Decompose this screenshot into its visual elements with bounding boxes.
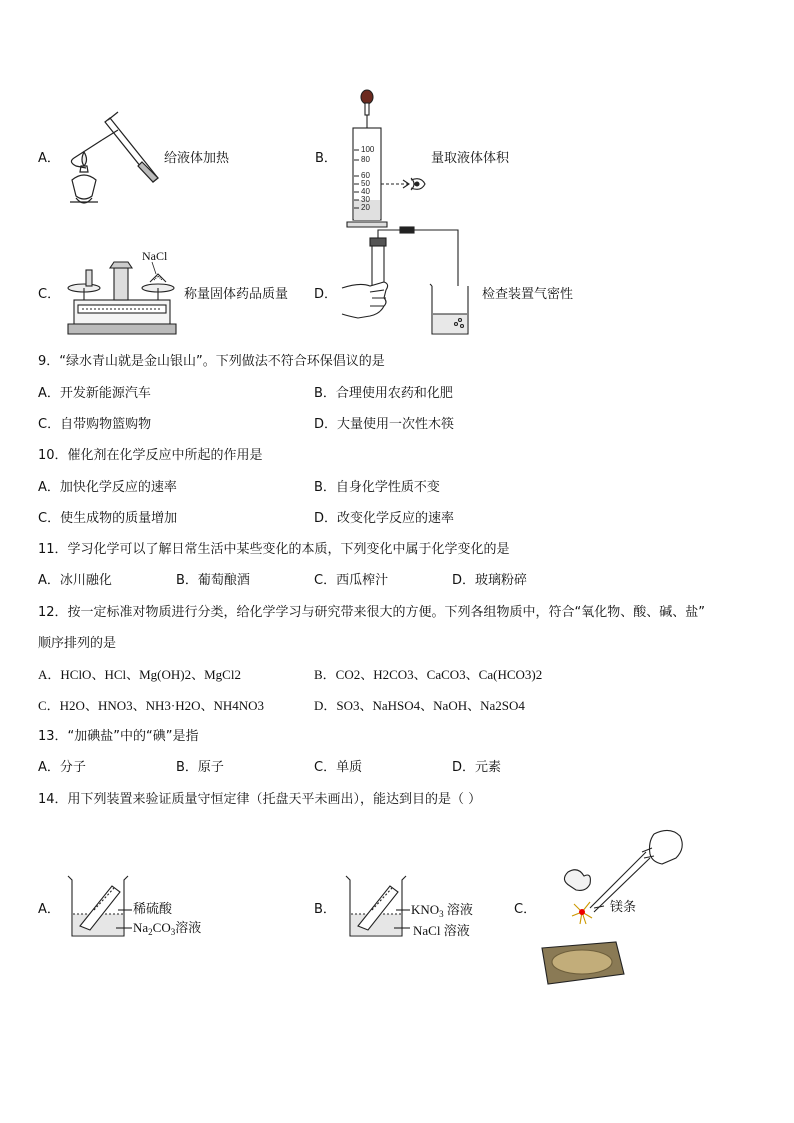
tick-label: 30 (361, 195, 370, 204)
tick-label: 40 (361, 187, 370, 196)
q12-option-b[interactable]: B．CO2、H2CO3、CaCO3、Ca(HCO3)2 (314, 667, 543, 682)
q8-a-caption: 给液体加热 (164, 151, 230, 166)
q8-b-caption: 量取液体体积 (431, 151, 510, 166)
q10-option-b[interactable]: B．自身化学性质不变 (314, 480, 440, 495)
beaker-a-figure (66, 874, 136, 942)
q11-option-a[interactable]: A．冰川融化 (38, 573, 112, 588)
heating-liquid-figure (62, 110, 162, 215)
q12-option-c[interactable]: C．H2O、HNO3、NH3·H2O、NH4NO3 (38, 698, 265, 713)
tick-label: 100 (361, 145, 375, 154)
q11-option-b[interactable]: B．葡萄酿酒 (176, 573, 250, 588)
q12-option-a[interactable]: A．HClO、HCl、Mg(OH)2、MgCl2 (38, 667, 241, 682)
q14-c-label: 镁条 (610, 900, 637, 915)
q14-a-letter: A． (38, 902, 60, 917)
q10-option-a[interactable]: A．加快化学反应的速率 (38, 480, 177, 495)
q8-c-caption: 称量固体药品质量 (184, 287, 289, 302)
q13-stem: 13．“加碘盐”中的“碘”是指 (38, 729, 199, 744)
beaker-b-figure (344, 874, 414, 942)
airtightness-check-figure (340, 226, 470, 346)
nacl-label: NaCl (142, 249, 168, 263)
q8-b-letter: B． (315, 151, 337, 166)
q14-a-label-bottom: $Na_2CO_3$溶液 (133, 920, 202, 937)
q8-d-letter: D． (314, 287, 338, 302)
q14-stem: 14．用下列装置来验证质量守恒定律（托盘天平未画出），能达到目的是（ ） (38, 792, 482, 807)
q13-option-b[interactable]: B．原子 (176, 760, 224, 775)
q13-option-c[interactable]: C．单质 (314, 760, 363, 775)
q10-option-c[interactable]: C．使生成物的质量增加 (38, 511, 178, 526)
q8-a-letter: A． (38, 151, 60, 166)
q10-stem: 10．催化剂在化学反应中所起的作用是 (38, 448, 263, 463)
balance-figure (64, 250, 182, 340)
tick-label: 50 (361, 179, 370, 188)
q11-stem: 11．学习化学可以了解日常生活中某些变化的本质，下列变化中属于化学变化的是 (38, 542, 510, 557)
q8-d-caption: 检查装置气密性 (482, 287, 574, 302)
q14-b-label-top: $KNO_3$ 溶液 (411, 902, 473, 919)
q12-stem-line2: 顺序排列的是 (38, 636, 117, 651)
tick-label: 80 (361, 155, 370, 164)
q9-option-b[interactable]: B．合理使用农药和化肥 (314, 386, 453, 401)
tick-label: 20 (361, 203, 370, 212)
q9-option-a[interactable]: A．开发新能源汽车 (38, 386, 151, 401)
q9-option-c[interactable]: C．自带购物篮购物 (38, 417, 152, 432)
q11-option-d[interactable]: D．玻璃粉碎 (452, 573, 528, 588)
q13-option-d[interactable]: D．元素 (452, 760, 502, 775)
q14-c-letter: C． (514, 902, 537, 917)
q11-option-c[interactable]: C．西瓜榨汁 (314, 573, 389, 588)
q14-b-letter: B． (314, 902, 336, 917)
q13-option-a[interactable]: A．分子 (38, 760, 86, 775)
q12-stem-line1: 12．按一定标准对物质进行分类，给化学学习与研究带来很大的方便。下列各组物质中，符合“氧化物、酸、碱、盐” (38, 605, 706, 620)
q12-option-d[interactable]: D．SO3、NaHSO4、NaOH、Na2SO4 (314, 698, 525, 713)
tick-label: 60 (361, 171, 370, 180)
q14-b-label-bottom: NaCl 溶液 (413, 923, 470, 939)
q8-c-letter: C． (38, 287, 61, 302)
q9-stem: 9．“绿水青山就是金山银山”。下列做法不符合环保倡议的是 (38, 354, 385, 369)
q9-option-d[interactable]: D．大量使用一次性木筷 (314, 417, 455, 432)
q10-option-d[interactable]: D．改变化学反应的速率 (314, 511, 455, 526)
q14-a-label-top: 稀硫酸 (133, 902, 173, 917)
